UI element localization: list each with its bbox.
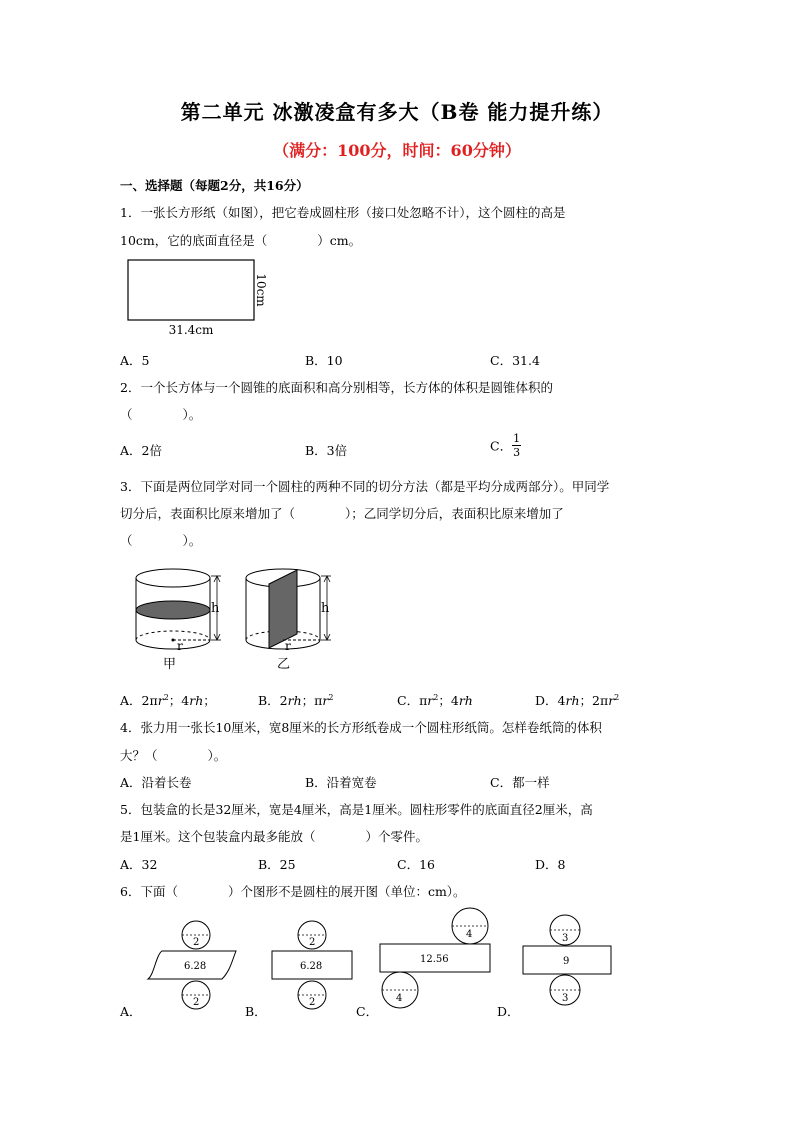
q6-net-figures (140, 905, 640, 1015)
q2-fraction (512, 432, 521, 459)
cylinder-yi-label: 乙 (277, 657, 291, 672)
net-a-bottom-radius: 2 (193, 997, 200, 1008)
q1-option-c[interactable]: C．31.4 (490, 353, 540, 368)
q2-option-b[interactable]: B．3倍 (305, 443, 348, 458)
q1-line2: 10cm，它的底面直径是（ ）cm。 (120, 233, 362, 248)
q3-option-a[interactable]: A．$2\pi r^2$；4rh； (120, 692, 216, 708)
cylinder-jia (136, 569, 221, 672)
q3-option-b[interactable]: B．2rh；$\pi r^2$ (258, 692, 334, 708)
net-c-bottom-radius: 4 (396, 993, 403, 1004)
net-c-top-radius: 4 (466, 929, 473, 940)
q1-line1: 1．一张长方形纸（如图），把它卷成圆柱形（接口处忽略不计），这个圆柱的高是 (120, 205, 566, 220)
q3-line2: 切分后，表面积比原来增加了（ ）；乙同学切分后，表面积比原来增加了 (120, 506, 564, 521)
q6-option-d[interactable]: D． (497, 1004, 520, 1019)
q2-line1: 2．一个长方体与一个圆锥的底面积和高分别相等，长方体的体积是圆锥体积的 (120, 380, 553, 395)
net-figure-b (272, 921, 352, 1009)
q4-line2: 大？（ ）。 (120, 748, 227, 763)
q4-line1: 4．张力用一张长10厘米，宽8厘米的长方形纸卷成一个圆柱形纸筒。怎样卷纸筒的体积 (120, 720, 602, 735)
page-title: 第二单元 冰激凌盒有多大（B卷 能力提升练） (180, 100, 614, 124)
q5-option-d[interactable]: D．8 (535, 857, 566, 872)
cylinder-jia-label: 甲 (163, 657, 177, 672)
q6-option-b[interactable]: B． (245, 1004, 267, 1019)
q6-line1: 6．下面（ ）个图形不是圆柱的展开图（单位：cm）。 (120, 884, 466, 899)
net-c-width: 12.56 (420, 954, 449, 965)
net-d-width: 9 (563, 956, 570, 967)
net-b-top-radius: 2 (309, 937, 316, 948)
net-figure-a (148, 921, 236, 1009)
q5-option-b[interactable]: B．25 (258, 857, 296, 872)
fraction-denominator: 3 (513, 446, 521, 459)
q3-option-d[interactable]: D．4rh；$2\pi r^2$ (535, 692, 620, 708)
cylinder-yi-radius-label: r (285, 639, 291, 653)
net-d-bottom-radius: 3 (562, 993, 569, 1004)
cut-section-vertical (269, 570, 297, 648)
cylinder-jia-height-label: h (211, 601, 220, 616)
q3-cylinder-figures (125, 560, 355, 675)
section-heading: 一、选择题（每题2分，共16分） (120, 178, 309, 193)
cut-section-horizontal (136, 601, 210, 619)
net-a-top-radius: 2 (193, 937, 200, 948)
q1-rectangle (128, 260, 254, 320)
q4-option-a[interactable]: A．沿着长卷 (120, 775, 192, 790)
net-figure-c (380, 908, 490, 1008)
q5-line2: 是1厘米。这个包装盒内最多能放（ ）个零件。 (120, 829, 428, 844)
q5-option-c[interactable]: C．16 (397, 857, 435, 872)
q2-option-c[interactable] (490, 432, 521, 459)
q3-line3: （ ）。 (120, 533, 202, 548)
cylinder-yi-height-label: h (321, 601, 330, 616)
q2-option-c-label: C． (490, 438, 513, 454)
fraction-numerator: 1 (513, 432, 521, 445)
q1-length-label: 31.4cm (168, 323, 214, 337)
net-b-bottom-radius: 2 (309, 997, 316, 1008)
net-a-width: 6.28 (184, 961, 207, 972)
q5-option-a[interactable]: A．32 (120, 857, 158, 872)
q1-option-b[interactable]: B．10 (305, 353, 343, 368)
q4-option-c[interactable]: C．都一样 (490, 775, 550, 790)
q4-option-b[interactable]: B．沿着宽卷 (305, 775, 377, 790)
q1-rectangle-figure (120, 252, 270, 340)
net-b-width: 6.28 (300, 961, 323, 972)
q6-option-a[interactable]: A． (120, 1004, 142, 1019)
cylinder-yi (246, 569, 331, 672)
q3-line1: 3．下面是两位同学对同一个圆柱的两种不同的切分方法（都是平均分成两部分）。甲同学 (120, 479, 610, 494)
net-figure-d (523, 915, 611, 1005)
q2-option-a[interactable]: A．2倍 (120, 443, 162, 458)
q3-option-c[interactable]: C．$\pi r^2$；4rh (397, 692, 473, 708)
q1-width-label: 10cm (254, 273, 268, 307)
net-d-top-radius: 3 (562, 933, 569, 944)
q1-option-a[interactable]: A．5 (120, 353, 150, 368)
q5-line1: 5．包装盒的长是32厘米，宽是4厘米，高是1厘米。圆柱形零件的底面直径2厘米，高 (120, 802, 593, 817)
cylinder-jia-radius-label: r (177, 639, 183, 653)
page-subtitle: （满分：100分，时间：60分钟） (273, 141, 521, 160)
q2-line2: （ ）。 (120, 407, 202, 422)
q6-option-c[interactable]: C． (356, 1004, 379, 1019)
